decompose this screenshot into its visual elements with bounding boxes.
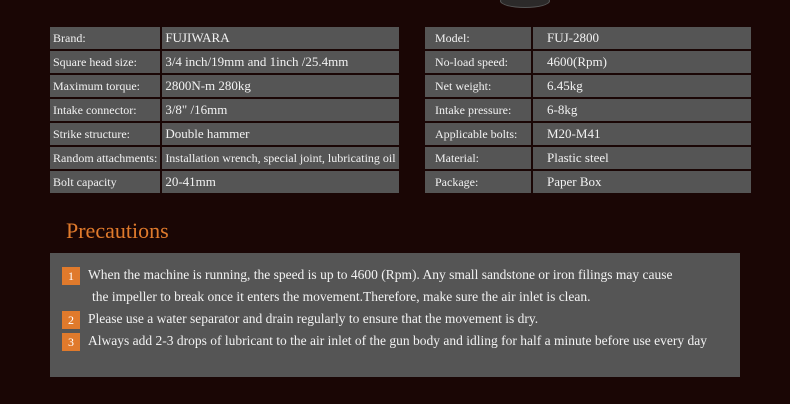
product-image-edge (500, 0, 550, 8)
spec-label: Intake connector: (50, 99, 160, 121)
spec-label: Brand: (50, 27, 160, 49)
spec-label: Bolt capacity (50, 171, 160, 193)
precaution-text: When the machine is running, the speed is up to 4600 (Rpm). Any small sandstone or iron filings may cause (88, 267, 673, 282)
spec-row (425, 171, 751, 193)
spec-value: 4600(Rpm) (533, 51, 751, 73)
spec-value: 6-8kg (533, 99, 751, 121)
spec-value: 3/4 inch/19mm and 1inch /25.4mm (162, 51, 398, 73)
spec-value: M20-M41 (533, 123, 751, 145)
spec-label: Strike structure: (50, 123, 160, 145)
number-badge: 2 (62, 311, 80, 329)
spec-row (50, 123, 399, 145)
spec-value: FUJ-2800 (533, 27, 751, 49)
spec-label: Intake pressure: (425, 99, 531, 121)
precautions-heading: Precautions (66, 218, 169, 243)
spec-value: Paper Box (533, 171, 751, 193)
spec-value: Plastic steel (533, 147, 751, 169)
spec-row (50, 27, 399, 49)
spec-label: Package: (425, 171, 531, 193)
precaution-text: Please use a water separator and drain regularly to ensure that the movement is dry. (88, 311, 539, 326)
spec-value: Double hammer (162, 123, 398, 145)
spec-row (425, 27, 751, 49)
spec-value: FUJIWARA (162, 27, 398, 49)
precaution-item (62, 309, 538, 329)
spec-label: Net weight: (425, 75, 531, 97)
spec-value: Installation wrench, special joint, lubricating oil (162, 147, 398, 169)
spec-value: 3/8" /16mm (162, 99, 398, 121)
precautions-box (50, 253, 740, 377)
number-badge: 3 (62, 333, 80, 351)
spec-row (425, 147, 751, 169)
spec-value: 6.45kg (533, 75, 751, 97)
spec-value: 2800N-m 280kg (162, 75, 398, 97)
precaution-item (62, 331, 707, 351)
spec-value: 20-41mm (162, 171, 398, 193)
spec-row (425, 123, 751, 145)
spec-row (50, 147, 399, 169)
precaution-text: Always add 2-3 drops of lubricant to the air inlet of the gun body and idling for half a minute before use every day (88, 333, 707, 348)
spec-label: Model: (425, 27, 531, 49)
spec-table-right (423, 25, 753, 195)
spec-label: No-load speed: (425, 51, 531, 73)
spec-row (425, 51, 751, 73)
spec-label: Material: (425, 147, 531, 169)
spec-row (425, 99, 751, 121)
spec-label: Maximum torque: (50, 75, 160, 97)
spec-label: Square head size: (50, 51, 160, 73)
spec-row (425, 75, 751, 97)
spec-row (50, 51, 399, 73)
precaution-continuation: the impeller to break once it enters the movement.Therefore, make sure the air inlet is clean. (92, 289, 591, 304)
spec-label: Applicable bolts: (425, 123, 531, 145)
precaution-item (62, 265, 673, 285)
number-badge: 1 (62, 267, 80, 285)
spec-row (50, 99, 399, 121)
spec-label: Random attachments: (50, 147, 160, 169)
spec-table-left (48, 25, 401, 195)
spec-row (50, 171, 399, 193)
spec-row (50, 75, 399, 97)
